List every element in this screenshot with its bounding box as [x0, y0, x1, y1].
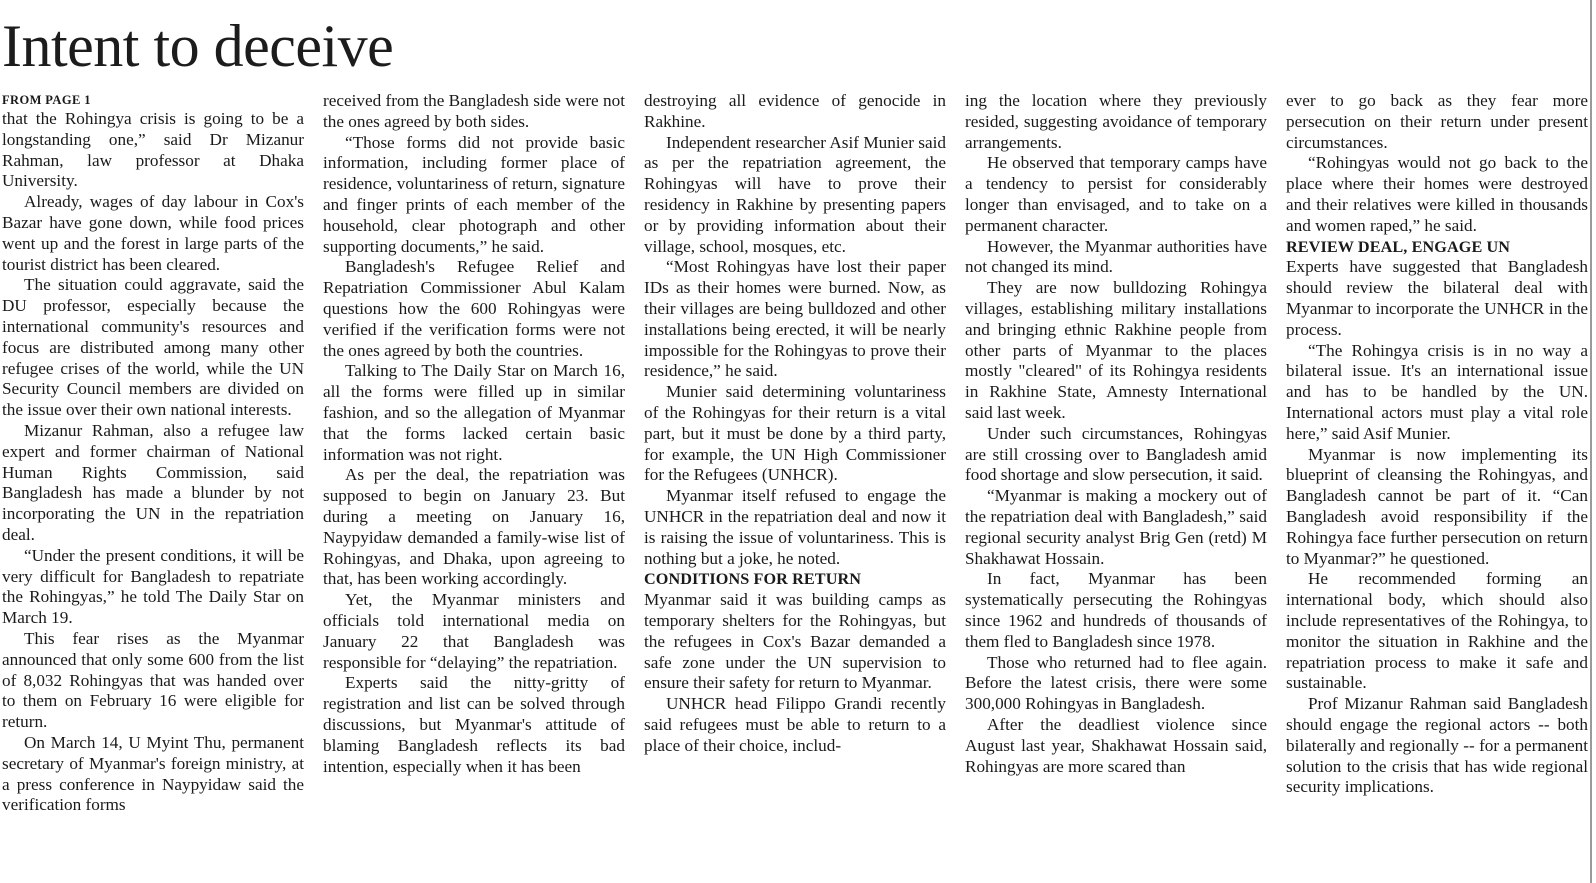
paragraph: “Most Rohingyas have lost their paper IDs as their homes were burned. Now, as their villages are being bulldozed and other installations being erected, it will be nearly impossible for the Rohingyas to prove their residence,” he said. — [644, 257, 946, 381]
paragraph: As per the deal, the repatriation was supposed to begin on January 23. But during a meeting on January 16, Naypyidaw demanded a family-wise list of Rohingyas, and Dhaka, upon agreeing to that, has been working accordingly. — [323, 465, 625, 589]
paragraph: Myanmar itself refused to engage the UNHCR in the repatriation deal and now it is raising the issue of voluntariness. This is nothing but a joke, he noted. — [644, 486, 946, 568]
section-subhead: REVIEW DEAL, ENGAGE UN — [1286, 237, 1511, 256]
paragraph: Bangladesh's Refugee Relief and Repatriation Commissioner Abul Kalam questions how the 600 Rohingyas were verified if the verification forms were not the ones agreed by both the countries. — [323, 257, 625, 360]
paragraph: They are now bulldozing Rohingya villages, establishing military installations and bringing ethnic Rakhine people from other parts of Myanmar to the places mostly "cleared" of its Rohingya residents in Rakhine State, Amnesty International said last week. — [965, 278, 1267, 422]
paragraph: Independent researcher Asif Munier said as per the repatriation agreement, the Rohingyas will have to prove their residency in Rakhine by presenting papers or by providing information about their village, school, mosques, etc. — [644, 132, 946, 256]
paragraph: This fear rises as the Myanmar announced that only some 600 from the list of 8,032 Rohingyas that was handed over to them on February 16 were eligible for return. — [2, 628, 304, 732]
paragraph: Experts said the nitty-gritty of registration and list can be solved through discussions, but Myanmar's attitude of blaming Bangladesh reflects its bad intention, especially when it has been — [323, 673, 625, 776]
paragraph: Yet, the Myanmar ministers and officials told international media on January 22 that Bangladesh was responsible for “delaying” the repatriation. — [323, 590, 625, 672]
section-subhead: CONDITIONS FOR RETURN — [644, 570, 862, 589]
paragraph: Under such circumstances, Rohingyas are still crossing over to Bangladesh amid food shortage and slow persecution, it said. — [965, 423, 1267, 485]
paragraph: “Under the present conditions, it will be very difficult for Bangladesh to repatriate the Rohingyas,” he told The Daily Star on March 19. — [2, 545, 304, 628]
paragraph: “Myanmar is making a mockery out of the repatriation deal with Bangladesh,” said regional security analyst Brig Gen (retd) M Shakhawat Hossain. — [965, 486, 1267, 568]
paragraph: However, the Myanmar authorities have not changed its mind. — [965, 236, 1267, 277]
paragraph: received from the Bangladesh side were not the ones agreed by both sides. — [323, 91, 625, 131]
paragraph: The situation could aggravate, said the DU professor, especially because the international community's resources and focus are distributed among many other refugee crises of the world, while the UN Security Council members are divided on the issue over their own national interests. — [2, 275, 304, 420]
paragraph: “Those forms did not provide basic information, including former place of residence, voluntariness of return, signature and finger prints of each member of the household, clear photograph and other supporting documents,” he said. — [323, 132, 625, 256]
article-column-3 — [644, 91, 946, 881]
paragraph: Those who returned had to flee again. Before the latest crisis, there were some 300,000 Rohingyas in Bangladesh. — [965, 652, 1267, 714]
article-column-2 — [323, 91, 625, 881]
paragraph: ever to go back as they fear more persecution on their return under present circumstances. — [1286, 91, 1588, 152]
paragraph: Already, wages of day labour in Cox's Bazar have gone down, while food prices went up and the forest in large parts of the tourist district has been cleared. — [2, 192, 304, 274]
article-column-1 — [2, 91, 304, 881]
article-column-5 — [1286, 91, 1588, 881]
paragraph: He observed that temporary camps have a tendency to persist for considerably longer than envisaged, and to take on a permanent character. — [965, 153, 1267, 235]
paragraph: “The Rohingya crisis is in no way a bilateral issue. It's an international issue and has to be handled by the UN. International actors must play a vital role here,” said Asif Munier. — [1286, 340, 1588, 443]
jump-kicker: FROM PAGE 1 — [2, 93, 91, 107]
paragraph: On March 14, U Myint Thu, permanent secretary of Myanmar's foreign ministry, at a press conference in Naypyidaw said the verification forms — [2, 732, 304, 815]
paragraph: Experts have suggested that Bangladesh should review the bilateral deal with Myanmar to incorporate the UNHCR in the process. — [1286, 257, 1588, 339]
article-body — [2, 91, 1588, 881]
paragraph: UNHCR head Filippo Grandi recently said refugees must be able to return to a place of their choice, includ- — [644, 694, 946, 755]
paragraph: destroying all evidence of genocide in Rakhine. — [644, 91, 946, 131]
paragraph: ing the location where they previously resided, suggesting avoidance of temporary arrangements. — [965, 91, 1267, 152]
paragraph: Myanmar is now implementing its blueprint of cleansing the Rohingyas, and Bangladesh cannot be part of it. “Can Bangladesh avoid responsibility if the Rohingya face further persecution on return to Myanmar?” he questioned. — [1286, 444, 1588, 568]
paragraph: Prof Mizanur Rahman said Bangladesh should engage the regional actors -- both bilaterally and regionally -- for a permanent solution to the crisis that has wide regional security implications. — [1286, 694, 1588, 797]
paragraph: that the Rohingya crisis is going to be a longstanding one,” said Dr Mizanur Rahman, law professor at Dhaka University. — [2, 109, 304, 191]
column-rule — [1590, 0, 1592, 883]
paragraph: In fact, Myanmar has been systematically persecuting the Rohingyas since 1962 and hundreds of thousands of them fled to Bangladesh since 1978. — [965, 569, 1267, 651]
paragraph: Talking to The Daily Star on March 16, all the forms were filled up in similar fashion, and so the allegation of Myanmar that the forms lacked certain basic information was not right. — [323, 361, 625, 464]
paragraph: Mizanur Rahman, also a refugee law expert and former chairman of National Human Rights Commission, said Bangladesh has made a blunder by not incorporating the UN in the repatriation deal. — [2, 420, 304, 544]
paragraph: “Rohingyas would not go back to the place where their homes were destroyed and their relatives were killed in thousands and women raped,” he said. — [1286, 153, 1588, 235]
paragraph: He recommended forming an international body, which should also include representatives of the Rohingya, to monitor the situation in Rakhine and the repatriation process to make it safe and sustainable. — [1286, 569, 1588, 693]
paragraph: Munier said determining voluntariness of the Rohingyas for their return is a vital part, but it must be done by a third party, for example, the UN High Commissioner for the Refugees (UNHCR). — [644, 382, 946, 485]
article-column-4 — [965, 91, 1267, 881]
paragraph: After the deadliest violence since August last year, Shakhawat Hossain said, Rohingyas are more scared than — [965, 714, 1267, 776]
paragraph: Myanmar said it was building camps as temporary shelters for the Rohingyas, but the refugees in Cox's Bazar demanded a safe zone under the UN supervision to ensure their safety for return to Myanmar. — [644, 590, 946, 693]
article-headline: Intent to deceive — [2, 13, 394, 79]
